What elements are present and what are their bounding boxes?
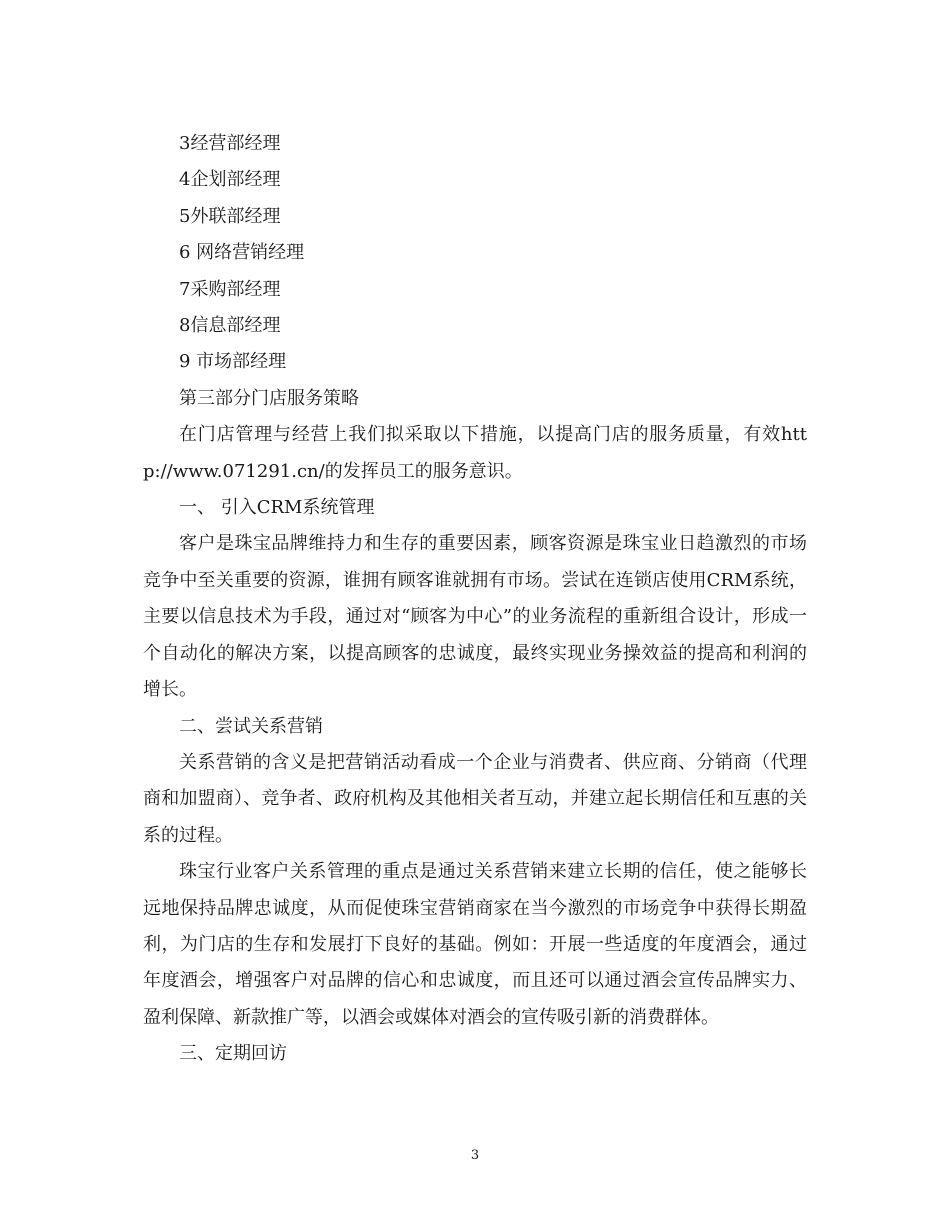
list-item: 4企划部经理 — [179, 169, 281, 191]
heading-relationship-marketing: 二、尝试关系营销 — [179, 715, 323, 737]
list-item: 8信息部经理 — [179, 315, 281, 337]
paragraph-jewelry-crm: 珠宝行业客户关系管理的重点是通过关系营销来建立长期的信任，使之能够长远地保持品牌忠诚度，从而促使珠宝营销商家在当今激烈的市场竞争中获得长期盈利，为门店的生存和发展打下良好的基础。例如：开展一些适度的年度酒会，通过年度酒会，增强客户对品牌的信心和忠诚度，而且还可以通过酒会宣传品牌实力、盈利保障、新款推广等，以酒会或媒体对酒会的宣传吸引新的消费群体。 — [143, 861, 807, 1028]
list-item: 7采购部经理 — [179, 278, 281, 300]
paragraph-crm: 客户是珠宝品牌维持力和生存的重要因素，顾客资源是珠宝业日趋激烈的市场竞争中至关重要的资源，谁拥有顾客谁就拥有市场。尝试在连锁店使用CRM系统，主要以信息技术为手段，通过对“顾客为中心”的业务流程的重新组合设计，形成一个自动化的解决方案，以提高顾客的忠诚度，最终实现业务操效益的提高和利润的增长。 — [143, 533, 807, 701]
list-item: 3经营部经理 — [179, 133, 281, 154]
list-item: 6 网络营销经理 — [179, 242, 305, 264]
list-item: 5外联部经理 — [179, 205, 281, 227]
intro-paragraph: 在门店管理与经营上我们拟采取以下措施，以提高门店的服务质量，有效http://www.071291.cn/的发挥员工的服务意识。 — [143, 424, 807, 482]
list-item: 9 市场部经理 — [179, 351, 287, 373]
heading-regular-visits: 三、定期回访 — [179, 1043, 287, 1065]
heading-crm: 一、 引入CRM系统管理 — [179, 497, 375, 519]
page-content — [143, 126, 807, 1073]
paragraph-relationship-definition: 关系营销的含义是把营销活动看成一个企业与消费者、供应商、分销商（代理商和加盟商）、竞争者、政府机构及其他相关者互动，并建立起长期信任和互惠的关系的过程。 — [143, 751, 807, 846]
page-number: 3 — [470, 1148, 480, 1163]
section-title: 第三部分门店服务策略 — [179, 387, 359, 409]
